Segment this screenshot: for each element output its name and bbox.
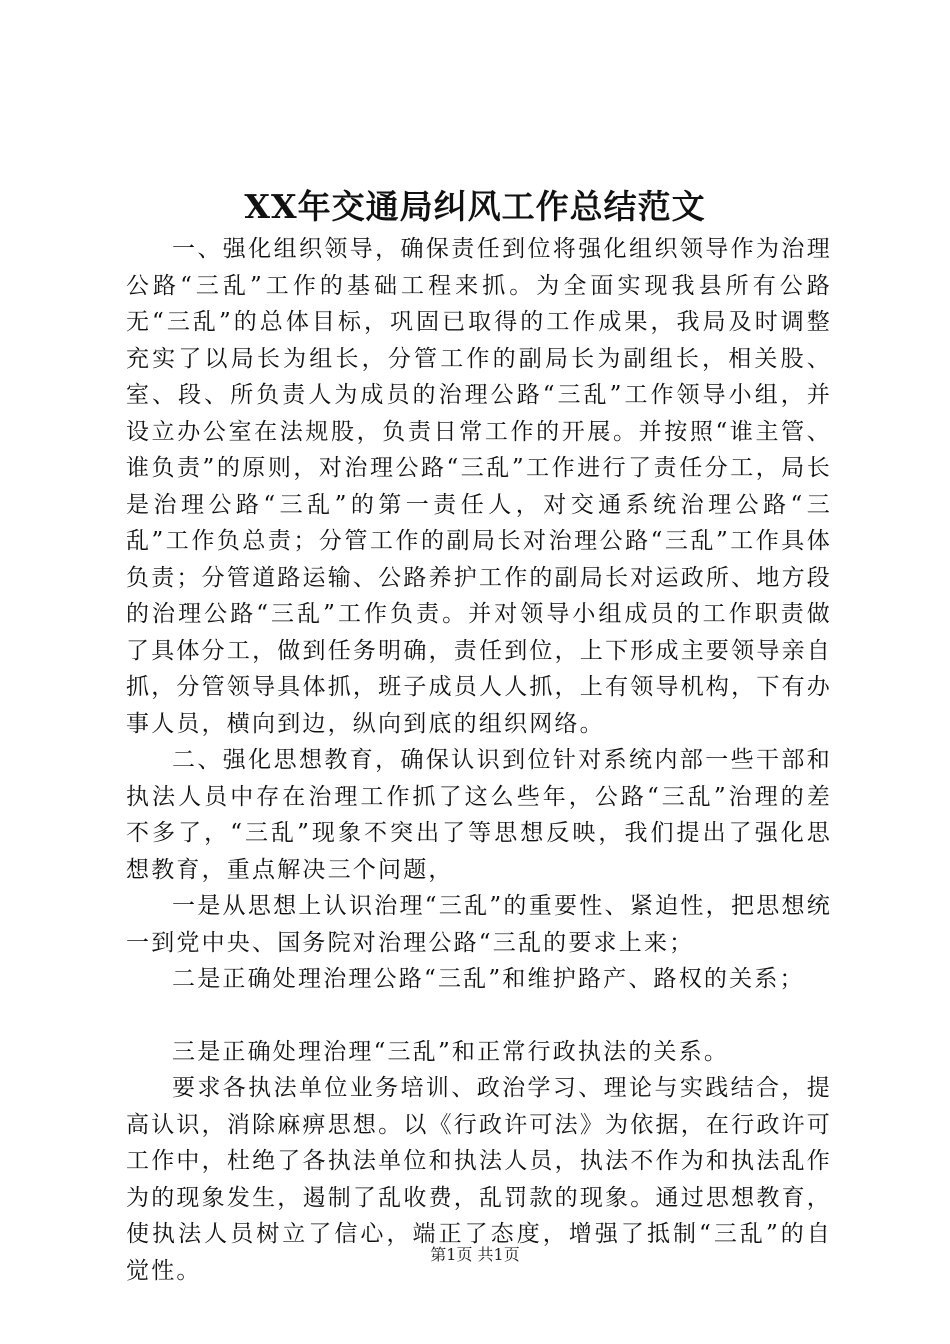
paragraph-organization: 一、强化组织领导，确保责任到位将强化组织领导作为治理公路“三乱”工作的基础工程来抓。为全面实现我县所有公路无“三乱”的总体目标，巩固已取得的工作成果，我局及时调整充实了以局长为组长，分管工作的副局长为副组长，相关股、室、段、所负责人为成员的治理公路“三乱”工作领导小组，并设立办公室在法规股，负责日常工作的开展。并按照“谁主管、谁负责”的原则，对治理公路“三乱”工作进行了责任分工，局长是治理公路“三乱”的第一责任人，对交通系统治理公路“三乱”工作负总责；分管工作的副局长对治理公路“三乱”工作具体负责；分管道路运输、公路养护工作的副局长对运政所、地方段的治理公路“三乱”工作负责。并对领导小组成员的工作职责做了具体分工，做到任务明确，责任到位，上下形成主要领导亲自抓，分管领导具体抓，班子成员人人抓，上有领导机构，下有办事人员，横向到边，纵向到底的组织网络。 <box>126 236 832 737</box>
document-title: XX年交通局纠风工作总结范文 <box>244 187 706 226</box>
page-number: 第1页 共1页 <box>430 1245 520 1264</box>
paragraph-point-three: 三是正确处理治理“三乱”和正常行政执法的关系。 <box>172 1038 730 1065</box>
document-body <box>126 231 832 1289</box>
paragraph-point-one: 一是从思想上认识治理“三乱”的重要性、紧迫性，把思想统一到党中央、国务院对治理公路“三乱的要求上来； <box>126 893 832 956</box>
paragraph-point-two: 二是正确处理治理公路“三乱”和维护路产、路权的关系； <box>172 966 805 992</box>
paragraph-education: 二、强化思想教育，确保认识到位针对系统内部一些干部和执法人员中存在治理工作抓了这么些年，公路“三乱”治理的差不多了，“三乱”现象不突出了等思想反映，我们提出了强化思想教育，重点解决三个问题， <box>126 747 832 883</box>
paragraph-requirements: 要求各执法单位业务培训、政治学习、理论与实践结合，提高认识，消除麻痹思想。以《行政许可法》为依据，在行政许可工作中，杜绝了各执法单位和执法人员，执法不作为和执法乱作为的现象发生，遏制了乱收费，乱罚款的现象。通过思想教育，使执法人员树立了信心，端正了态度，增强了抵制“三乱”的自觉性。 <box>126 1075 832 1284</box>
